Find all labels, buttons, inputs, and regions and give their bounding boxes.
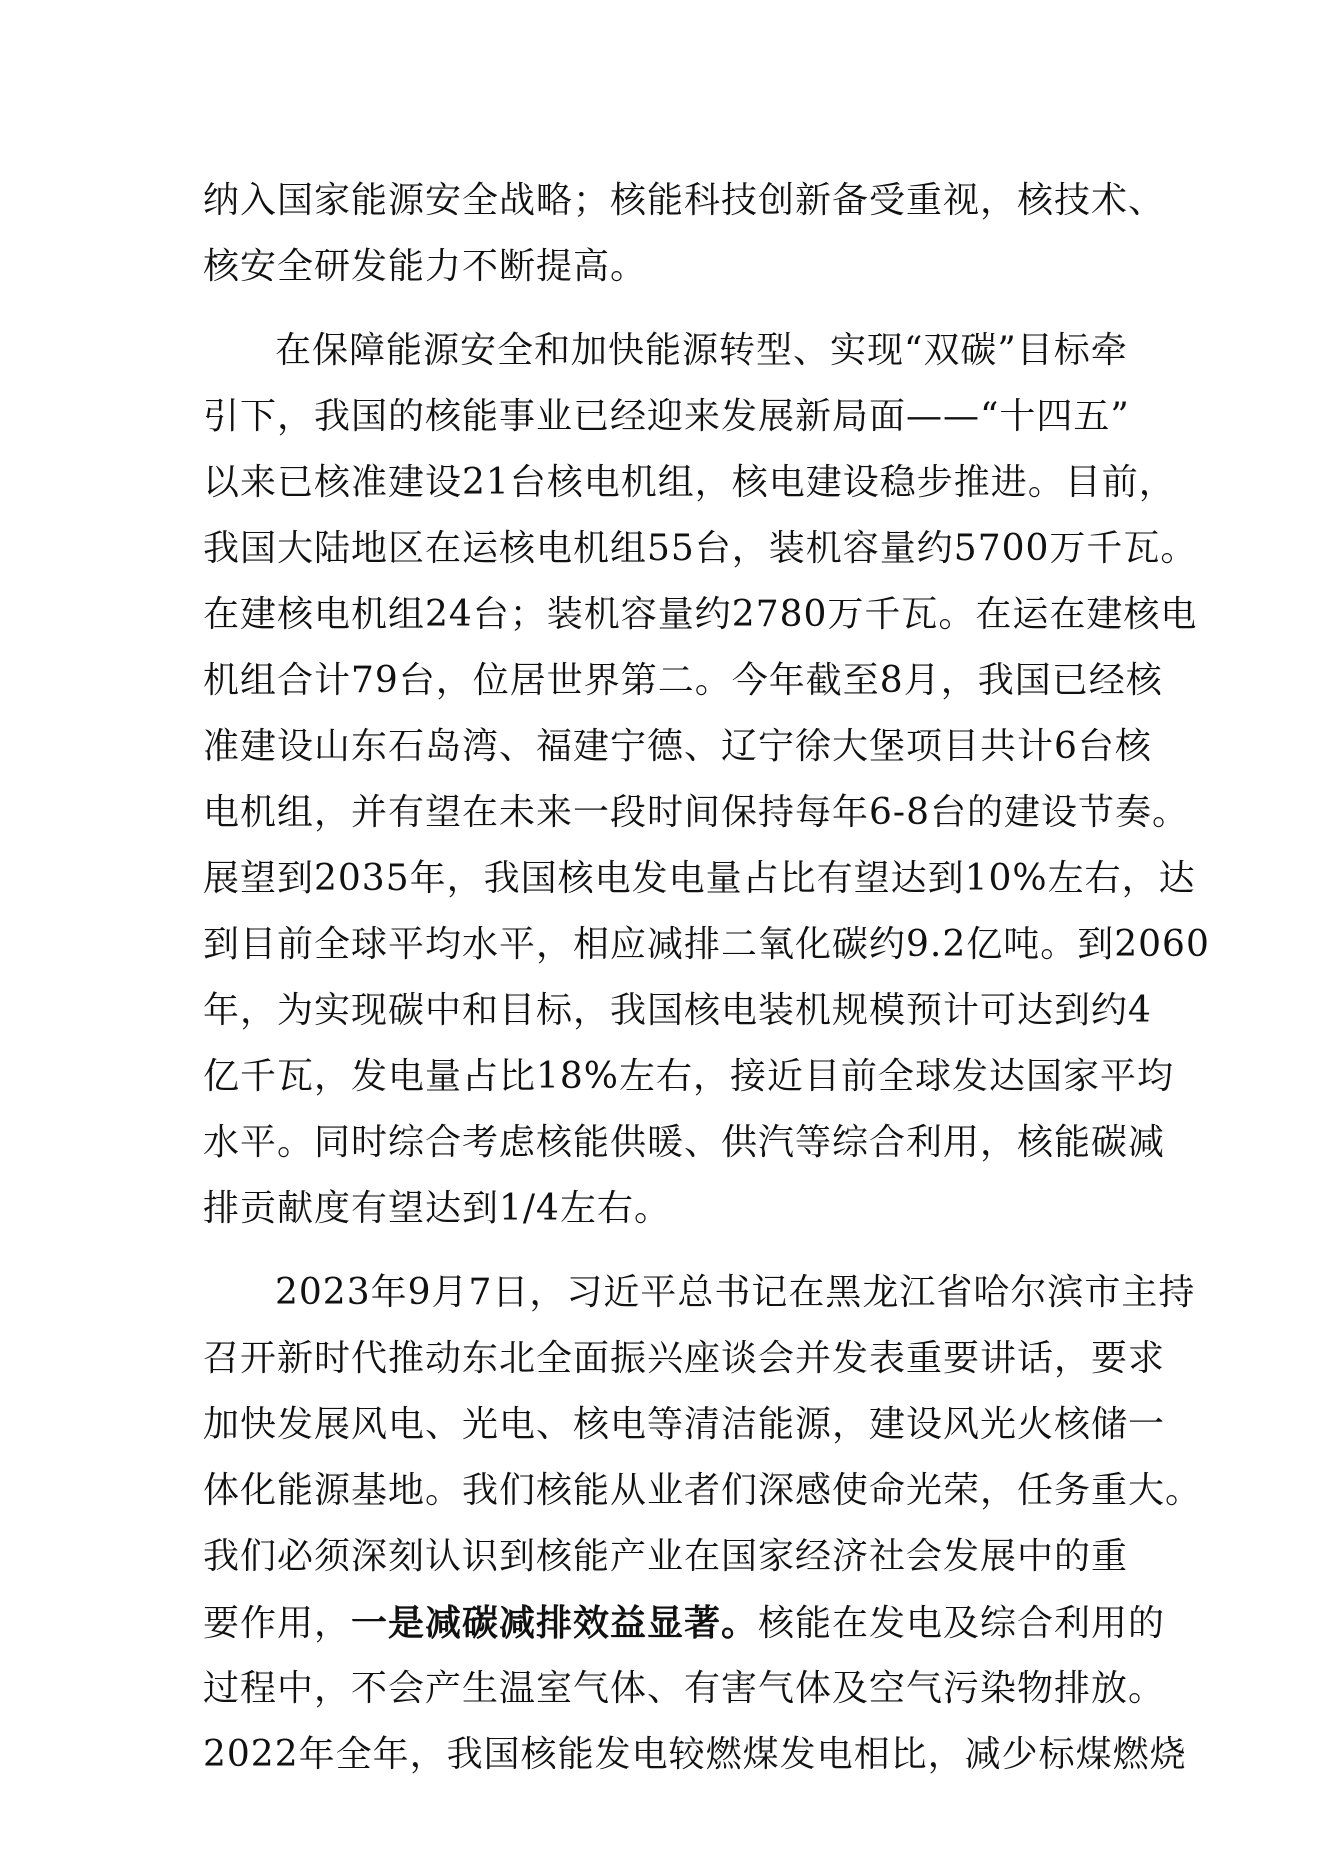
paragraph-2-line-2: 引下，我国的核能事业已经迎来发展新局面——“十四五” bbox=[203, 396, 1130, 437]
paragraph-3-line-7: 过程中，不会产生温室气体、有害气体及空气污染物排放。 bbox=[203, 1668, 1166, 1709]
paragraph-3-line-8: 2022年全年，我国核能发电较燃煤发电相比，减少标煤燃烧 bbox=[203, 1734, 1187, 1775]
paragraph-3-line-6 bbox=[203, 1590, 1166, 1656]
paragraph-3-line-2: 召开新时代推动东北全面振兴座谈会并发表重要讲话，要求 bbox=[203, 1338, 1166, 1379]
paragraph-2-line-9: 展望到2035年，我国核电发电量占比有望达到10%左右，达 bbox=[203, 858, 1196, 899]
paragraph-2-line-7: 准建设山东石岛湾、福建宁德、辽宁徐大堡项目共计6台核 bbox=[203, 726, 1152, 767]
paragraph-3-line-1: 2023年9月7日，习近平总书记在黑龙江省哈尔滨市主持 bbox=[275, 1272, 1196, 1313]
document-body bbox=[203, 168, 1210, 1788]
emphasis-heading: 一是减碳减排效益显著。 bbox=[351, 1602, 759, 1644]
paragraph-3-line-3: 加快发展风电、光电、核电等清洁能源，建设风光火核储一 bbox=[203, 1404, 1166, 1445]
paragraph-2-line-12: 亿千瓦，发电量占比18%左右，接近目前全球发达国家平均 bbox=[203, 1056, 1175, 1097]
paragraph-2-line-13: 水平。同时综合考虑核能供暖、供汽等综合利用，核能碳减 bbox=[203, 1122, 1166, 1163]
paragraph-2-line-4: 我国大陆地区在运核电机组55台，装机容量约5700万千瓦。 bbox=[203, 528, 1198, 569]
paragraph-1-line-1: 纳入国家能源安全战略；核能科技创新备受重视，核技术、 bbox=[203, 180, 1166, 221]
mixed-line-before: 要作用， bbox=[203, 1603, 352, 1644]
paragraph-spacer bbox=[203, 1242, 1133, 1260]
paragraph-2-line-5: 在建核电机组24台；装机容量约2780万千瓦。在运在建核电 bbox=[203, 594, 1198, 635]
paragraph-2-line-8: 电机组，并有望在未来一段时间保持每年6-8台的建设节奏。 bbox=[203, 792, 1189, 833]
paragraph-2-line-11: 年，为实现碳中和目标，我国核电装机规模预计可达到约4 bbox=[203, 990, 1152, 1031]
paragraph-3-line-4: 体化能源基地。我们核能从业者们深感使命光荣，任务重大。 bbox=[203, 1470, 1203, 1511]
paragraph-spacer bbox=[203, 300, 1133, 318]
paragraph-2-line-1: 在保障能源安全和加快能源转型、实现“双碳”目标牵 bbox=[275, 330, 1128, 371]
mixed-line-after: 核能在发电及综合利用的 bbox=[758, 1603, 1166, 1644]
paragraph-2-line-6: 机组合计79台，位居世界第二。今年截至8月，我国已经核 bbox=[203, 660, 1163, 701]
paragraph-2-line-10: 到目前全球平均水平，相应减排二氧化碳约9.2亿吨。到2060 bbox=[203, 924, 1210, 965]
paragraph-3-line-5: 我们必须深刻认识到核能产业在国家经济社会发展中的重 bbox=[203, 1536, 1129, 1577]
paragraph-2-line-14: 排贡献度有望达到1/4左右。 bbox=[203, 1188, 671, 1229]
paragraph-2-line-3: 以来已核准建设21台核电机组，核电建设稳步推进。目前， bbox=[203, 462, 1176, 503]
paragraph-1-line-2: 核安全研发能力不断提高。 bbox=[203, 246, 648, 287]
